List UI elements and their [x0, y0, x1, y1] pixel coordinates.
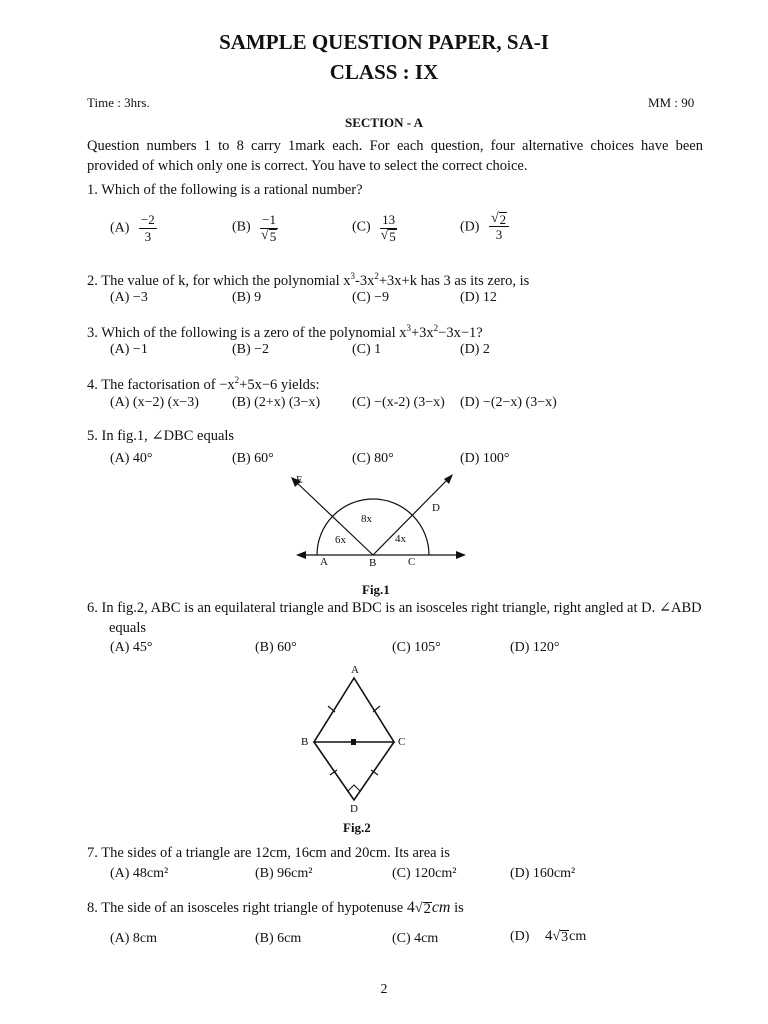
page-number: 2: [380, 982, 388, 997]
sqrt-icon: √: [490, 211, 499, 226]
q1-option-d-label: (D): [460, 219, 480, 235]
q1-option-b-label: (B): [232, 219, 251, 235]
q4-text-pre: 4. The factorisation of −x: [87, 377, 235, 393]
q1-option-d-fraction: [489, 212, 509, 243]
q1-option-a-fraction: [139, 212, 157, 245]
fig1-label-c: C: [408, 556, 416, 568]
q1-option-b-fraction: [260, 212, 278, 243]
question-1-text: 1. Which of the following is a rational number?: [87, 182, 363, 198]
fig1-angle-4x: 4x: [395, 533, 406, 545]
question-8-options: [110, 928, 710, 953]
q1-option-d: [460, 212, 509, 243]
fig2-label-d: D: [350, 803, 358, 815]
q1-a-numerator: −2: [140, 212, 155, 227]
q2-option-b: (B) 9: [232, 290, 262, 305]
q3-option-d: (D) 2: [460, 342, 490, 357]
q4-option-c: (C) −(x-2) (3−x): [352, 395, 445, 410]
q6-text-main: 6. In fig.2, ABC is an equilateral triangle and BDC is an isosceles right triangle, right angled at D.: [87, 600, 659, 616]
q8-d-unit: cm: [569, 929, 587, 944]
q1-d-radicand: 2: [499, 212, 507, 227]
question-2-text: [87, 266, 529, 291]
fig1-angle-8x: 8x: [361, 513, 372, 525]
instructions-text: Question numbers 1 to 8 carry 1mark each. For each question, four alternative choices have been provided of which only one is correct. You have to select the correct choice.: [87, 138, 703, 174]
q5-option-c: (C) 80°: [352, 451, 394, 466]
q1-c-denominator: [381, 229, 397, 243]
q1-b-radicand: 5: [269, 229, 277, 244]
question-5-text: [87, 426, 234, 446]
q8-d-radicand: 3: [561, 930, 569, 945]
q3-option-a: (A) −1: [110, 342, 148, 357]
q2-option-a: (A) −3: [110, 290, 148, 305]
fig1-arrow-left-icon: [296, 551, 306, 559]
question-4-text: [87, 370, 320, 395]
q8-sqrt: [415, 902, 432, 916]
q3-option-c: (C) 1: [352, 342, 382, 357]
q4-text-post: +5x−6 yields:: [239, 377, 320, 393]
q2-exp-2: 2: [374, 271, 379, 281]
q4-exp-1: 2: [234, 375, 240, 385]
q2-text-mid: -3x: [355, 273, 375, 289]
q1-b-numerator: −1: [262, 212, 277, 227]
fig1-angle-6x: 6x: [335, 534, 346, 546]
question-7-options: [110, 866, 710, 886]
question-3-text: [87, 318, 483, 343]
q8-option-d: [510, 928, 586, 945]
q2-text-post: +3x+k has 3 as its zero, is: [378, 273, 530, 289]
sqrt-icon: √: [414, 901, 423, 916]
q3-exp-2: 2: [433, 323, 439, 333]
q5-option-b: (B) 60°: [232, 451, 274, 466]
q6-option-a: (A) 45°: [110, 640, 153, 655]
fig2-triangle-abc: [314, 678, 394, 742]
q1-option-a: [110, 212, 157, 245]
q1-d-denominator: 3: [495, 227, 503, 242]
question-3-options: [110, 342, 710, 362]
question-6-options: [110, 640, 710, 660]
sqrt-icon: √: [380, 228, 389, 243]
fig2-label-a: A: [351, 664, 359, 676]
q8-coefficient: 4: [406, 899, 415, 916]
q5-option-d: (D) 100°: [460, 451, 510, 466]
question-2-options: [110, 290, 710, 310]
figure-2: [290, 660, 420, 840]
q3-text-mid: +3x: [410, 325, 434, 341]
sqrt-icon: √: [261, 228, 269, 243]
q7-option-d: (D) 160cm²: [510, 866, 576, 881]
q8-option-b: (B) 6cm: [255, 931, 302, 946]
q1-b-denominator: [261, 229, 277, 243]
q8-option-a: (A) 8cm: [110, 931, 158, 946]
q8-text-post: is: [450, 900, 464, 916]
q8-unit: cm: [431, 899, 451, 916]
q5-angle: ∠DBC: [151, 428, 194, 444]
q7-option-c: (C) 120cm²: [392, 866, 457, 881]
q8-d-coefficient: 4: [544, 928, 553, 944]
q4-option-a: (A) (x−2) (x−3): [110, 395, 199, 410]
fig1-label-b: B: [369, 557, 377, 569]
q6-option-d: (D) 120°: [510, 640, 560, 655]
q6-angle: ∠ABD: [658, 600, 702, 616]
q4-option-b: (B) (2+x) (3−x): [232, 395, 321, 410]
q7-option-b: (B) 96cm²: [255, 866, 313, 881]
q8-option-c: (C) 4cm: [392, 931, 439, 946]
fig1-label-e: E: [296, 474, 303, 486]
question-7-text: 7. The sides of a triangle are 12cm, 16cm and 20cm. Its area is: [87, 845, 450, 861]
figure-1-drawing: [280, 472, 480, 582]
q1-option-a-label: (A): [110, 220, 130, 236]
q1-c-radicand: 5: [389, 229, 396, 244]
fig1-label-d: D: [432, 502, 440, 514]
paper-title: SAMPLE QUESTION PAPER, SA-I: [219, 30, 549, 54]
question-1-options: [110, 212, 710, 258]
fig2-label-b: B: [301, 736, 309, 748]
fig1-caption: Fig.1: [362, 582, 390, 597]
q3-text-pre: 3. Which of the following is a zero of the polynomial x: [87, 325, 407, 341]
q1-option-c-label: (C): [352, 219, 371, 235]
fig2-label-c: C: [398, 736, 406, 748]
figure-1: [280, 472, 480, 600]
question-6-text: [87, 598, 707, 638]
q1-a-denominator: 3: [144, 229, 152, 244]
q8-text-pre: 8. The side of an isosceles right triangle of hypotenuse: [87, 900, 407, 916]
q3-text-post: −3x−1?: [438, 325, 483, 341]
fig1-label-a: A: [320, 556, 328, 568]
q6-option-c: (C) 105°: [392, 640, 441, 655]
fig1-arrow-right-icon: [456, 551, 466, 559]
class-title: CLASS : IX: [329, 60, 439, 84]
question-4-options: [110, 395, 710, 415]
fig2-triangle-bdc: [314, 742, 394, 800]
fig1-arc: [317, 499, 429, 555]
q3-exp-1: 3: [406, 323, 411, 333]
q1-option-c-fraction: [380, 212, 397, 243]
q2-exp-1: 3: [350, 271, 355, 281]
q2-option-c: (C) −9: [352, 290, 390, 305]
q1-option-b: [232, 212, 278, 243]
q2-option-d: (D) 12: [460, 290, 497, 305]
sqrt-icon: √: [552, 929, 561, 944]
max-marks-label: MM : 90: [648, 95, 695, 110]
question-8-text: [87, 898, 464, 918]
q7-option-a: (A) 48cm²: [110, 866, 169, 881]
q8-radicand: 2: [423, 901, 431, 917]
fig1-ray-bd: [373, 477, 450, 555]
q6-option-b: (B) 60°: [255, 640, 297, 655]
fig2-tick-bc: [351, 739, 356, 745]
q6-text-equals: equals: [109, 620, 147, 636]
q5-text-post: equals: [193, 428, 235, 444]
q4-option-d: (D) −(2−x) (3−x): [460, 395, 557, 410]
q5-text-pre: 5. In fig.1,: [87, 428, 152, 444]
q1-c-numerator: 13: [382, 212, 396, 227]
fig2-right-angle-icon: [348, 785, 360, 791]
fig2-caption: Fig.2: [343, 820, 371, 835]
q1-d-numerator: [489, 212, 509, 227]
question-5-options: [110, 451, 710, 471]
q2-text-pre: 2. The value of k, for which the polynomial x: [87, 273, 351, 289]
q8-option-d-label: (D): [510, 929, 530, 944]
q1-option-c: [352, 212, 397, 243]
q3-option-b: (B) −2: [232, 342, 270, 357]
q5-option-a: (A) 40°: [110, 451, 153, 466]
q8-d-sqrt: [552, 930, 569, 944]
time-label: Time : 3hrs.: [87, 95, 150, 110]
section-heading: SECTION - A: [344, 115, 424, 130]
